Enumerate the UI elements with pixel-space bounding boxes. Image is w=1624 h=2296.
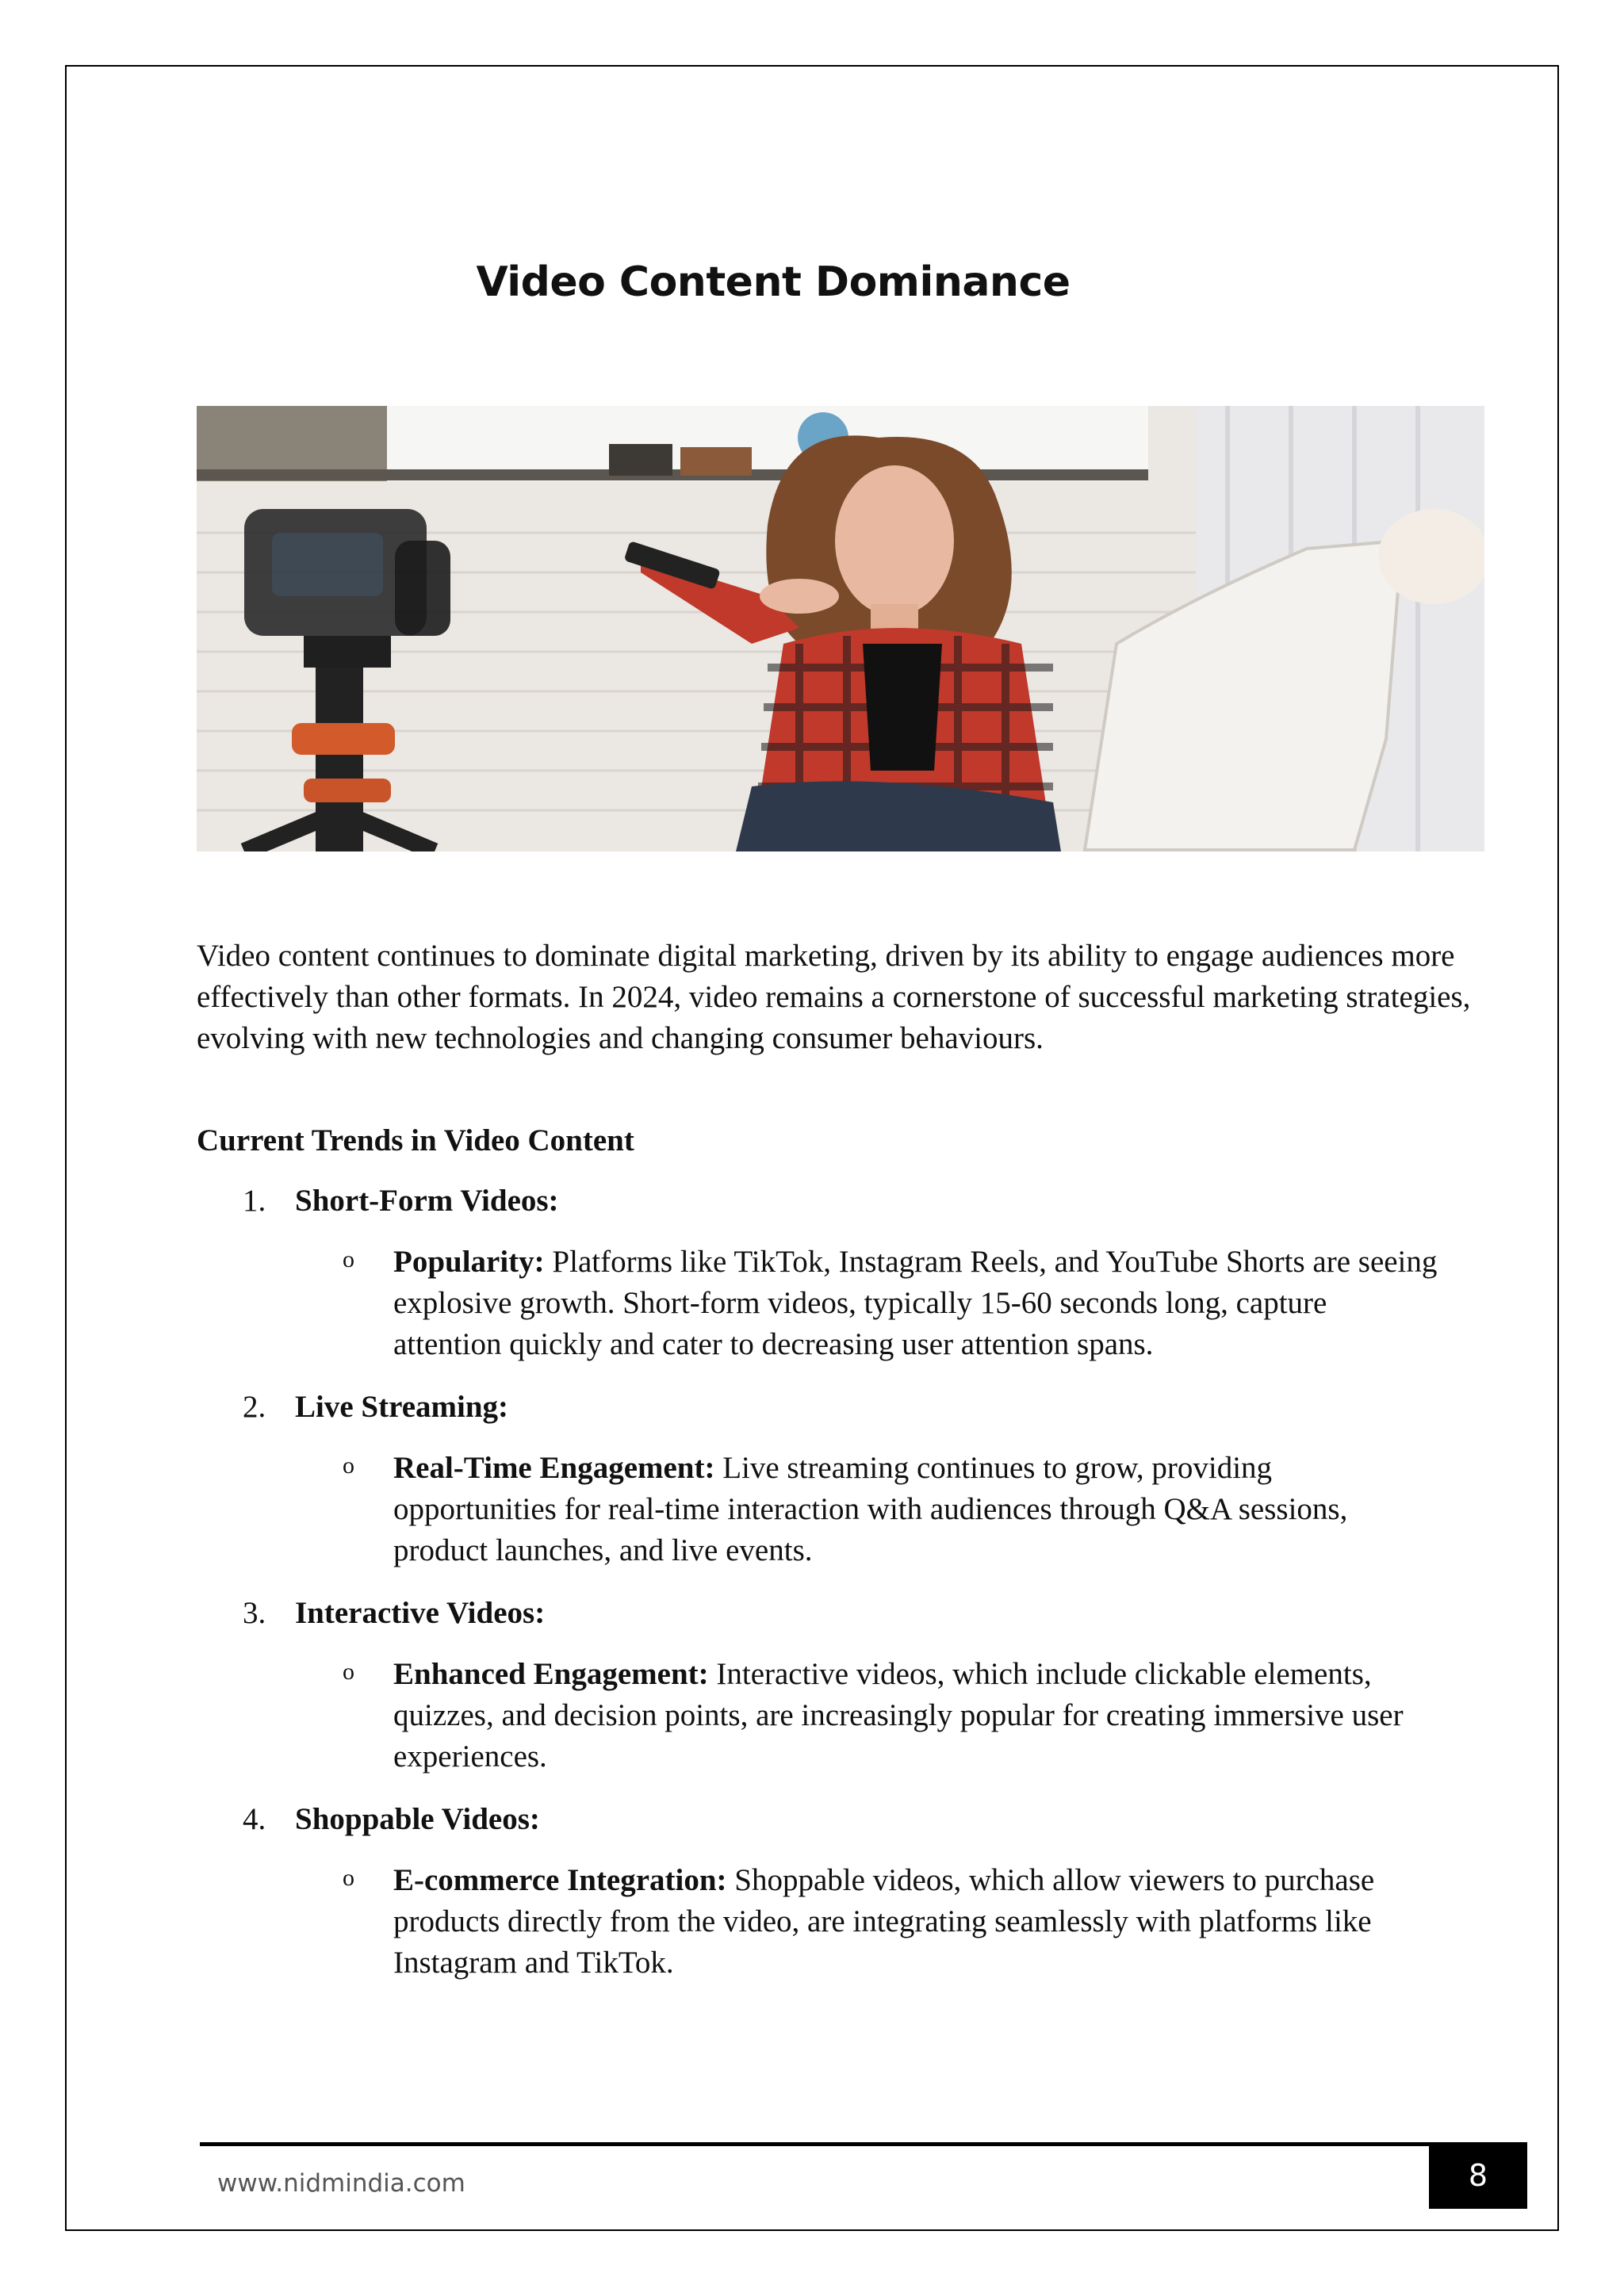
intro-text: Video content continues to dominate digital marketing, driven by its ability to engage audiences more effectively than other formats. In 2024, video remains a cornerstone of successful marketing strategies, evolving with new technologies and changing consumer behaviours.	[197, 939, 1471, 1055]
footer-divider	[200, 2142, 1432, 2146]
hero-photo	[197, 406, 1484, 851]
bullet-label: E-commerce Integration:	[393, 1863, 727, 1897]
bullet-body: Interactive videos, which include clickable elements, quizzes, and decision points, are increasingly popular for creating immersive user experiences.	[393, 1657, 1404, 1774]
trend-bullet	[393, 1242, 1440, 1365]
bullet-marker: o	[343, 1659, 354, 1685]
trend-number: 1.	[243, 1184, 266, 1218]
section-heading: Current Trends in Video Content	[197, 1123, 634, 1158]
trend-title: Short-Form Videos:	[295, 1184, 559, 1218]
trend-bullet	[393, 1860, 1440, 1984]
bullet-label: Real-Time Engagement:	[393, 1451, 715, 1485]
bullet-marker: o	[343, 1865, 354, 1891]
trend-heading	[243, 1595, 545, 1631]
bullet-body: Live streaming continues to grow, providing opportunities for real-time interaction with audiences through Q&A sessions, product launches, and live events.	[393, 1451, 1348, 1567]
trend-heading	[243, 1183, 559, 1219]
trend-heading	[243, 1801, 540, 1837]
trend-title: Shoppable Videos:	[295, 1802, 540, 1836]
bullet-marker: o	[343, 1246, 354, 1272]
bullet-body: Platforms like TikTok, Instagram Reels, and YouTube Shorts are seeing explosive growth. Short-form videos, typically 15-60 seconds long, capture attention quickly and cater to decreasing user attention spans.	[393, 1245, 1438, 1361]
footer-website: www.nidmindia.com	[217, 2169, 465, 2198]
trend-title: Live Streaming:	[295, 1390, 509, 1424]
bullet-label: Popularity:	[393, 1245, 545, 1279]
page-number	[1429, 2142, 1527, 2209]
trend-bullet	[393, 1654, 1440, 1777]
trend-number: 4.	[243, 1802, 266, 1836]
page-title: Video Content Dominance	[476, 258, 1071, 306]
trend-heading	[243, 1389, 508, 1425]
page-number-text: 8	[1468, 2158, 1488, 2193]
intro-paragraph	[197, 936, 1481, 1059]
bullet-label: Enhanced Engagement:	[393, 1657, 709, 1691]
trend-title: Interactive Videos:	[295, 1596, 546, 1630]
trend-number: 2.	[243, 1390, 266, 1424]
bullet-marker: o	[343, 1452, 354, 1479]
bullet-body: Shoppable videos, which allow viewers to purchase products directly from the video, are integrating seamlessly with platforms like Instagram and TikTok.	[393, 1863, 1375, 1980]
trend-bullet	[393, 1448, 1440, 1571]
hero-photo-illustration	[197, 406, 1484, 851]
trend-number: 3.	[243, 1596, 266, 1630]
